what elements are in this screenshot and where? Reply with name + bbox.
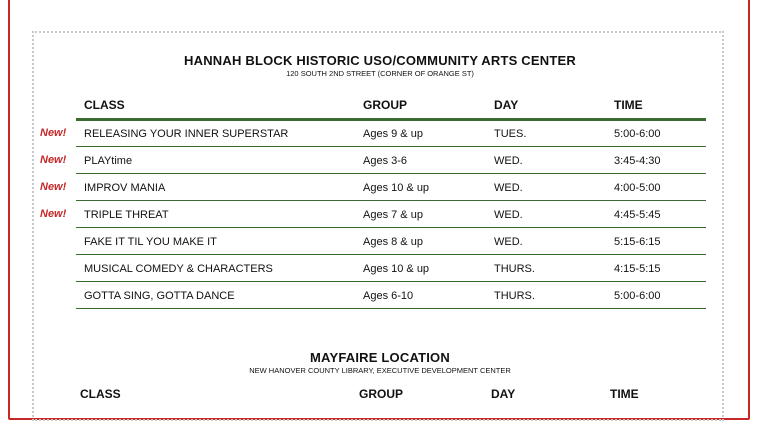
cell-class: GOTTA SING, GOTTA DANCE [84, 290, 235, 302]
venue-address-uso: 120 SOUTH 2ND STREET (CORNER OF ORANGE ST) [286, 69, 474, 78]
table-row [76, 121, 706, 147]
cell-group: Ages 6-10 [363, 290, 414, 302]
table-row [76, 202, 706, 228]
table-row [76, 256, 706, 282]
table-row [76, 283, 706, 309]
venue-address-mayfaire: NEW HANOVER COUNTY LIBRARY, EXECUTIVE DEVELOPMENT CENTER [249, 366, 511, 375]
header-group: GROUP [363, 98, 408, 112]
cell-class: IMPROV MANIA [84, 182, 166, 194]
cell-time: 4:45-5:45 [614, 209, 661, 221]
cell-day: WED. [494, 182, 523, 194]
header-day: DAY [491, 387, 516, 401]
new-badge: New! [40, 154, 67, 166]
cell-group: Ages 9 & up [363, 128, 423, 140]
cell-group: Ages 10 & up [363, 263, 430, 275]
venue-title-uso: HANNAH BLOCK HISTORIC USO/COMMUNITY ARTS CENTER [184, 53, 576, 68]
table-row [76, 175, 706, 201]
cell-class: MUSICAL COMEDY & CHARACTERS [84, 263, 273, 275]
cell-day: TUES. [494, 128, 527, 140]
cell-time: 4:00-5:00 [614, 182, 661, 194]
header-time: TIME [610, 387, 639, 401]
new-badge: New! [40, 127, 67, 139]
table-row [76, 229, 706, 255]
cell-day: WED. [494, 155, 523, 167]
new-badge: New! [40, 181, 67, 193]
cell-group: Ages 10 & up [363, 182, 430, 194]
cell-class: FAKE IT TIL YOU MAKE IT [84, 236, 217, 248]
header-group: GROUP [359, 387, 404, 401]
cell-group: Ages 8 & up [363, 236, 423, 248]
cell-day: THURS. [494, 290, 535, 302]
cell-group: Ages 3-6 [363, 155, 408, 167]
cell-time: 5:15-6:15 [614, 236, 661, 248]
cell-class: RELEASING YOUR INNER SUPERSTAR [84, 128, 289, 140]
cell-day: WED. [494, 236, 523, 248]
table-row [76, 148, 706, 174]
cell-time: 5:00-6:00 [614, 290, 661, 302]
header-class: CLASS [84, 98, 125, 112]
cell-time: 4:15-5:15 [614, 263, 661, 275]
header-class: CLASS [80, 387, 121, 401]
cell-day: THURS. [494, 263, 535, 275]
header-day: DAY [494, 98, 519, 112]
table-header-mayfaire [76, 387, 706, 405]
cell-day: WED. [494, 209, 523, 221]
venue-title-mayfaire: MAYFAIRE LOCATION [310, 350, 450, 365]
cell-class: TRIPLE THREAT [84, 209, 169, 221]
cell-group: Ages 7 & up [363, 209, 423, 221]
table-header-uso [76, 98, 706, 116]
new-badge: New! [40, 208, 67, 220]
header-time: TIME [614, 98, 643, 112]
cell-time: 5:00-6:00 [614, 128, 661, 140]
cell-time: 3:45-4:30 [614, 155, 661, 167]
cell-class: PLAYtime [84, 155, 133, 167]
